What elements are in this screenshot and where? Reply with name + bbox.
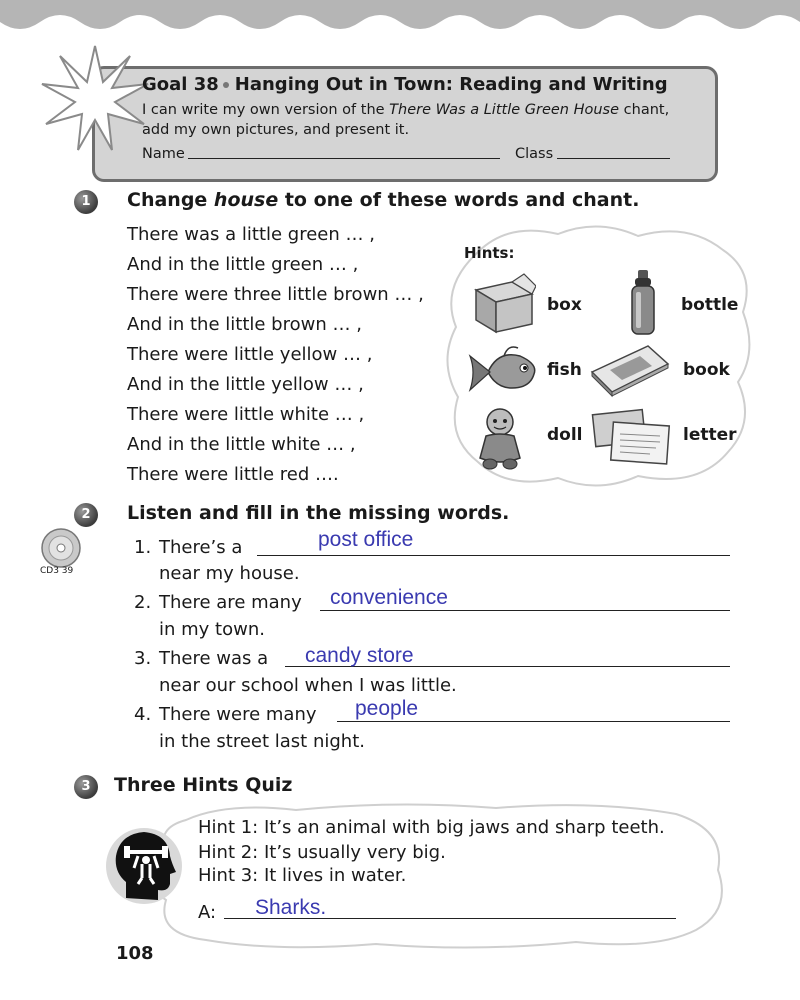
filled-answer-2: convenience <box>330 586 448 609</box>
quiz-hint-1: Hint 1: It’s an animal with big jaws and sharp teeth. <box>198 817 665 838</box>
filled-answer-1: post office <box>318 528 414 551</box>
section-number-1: 1 <box>74 190 98 214</box>
item-prompt: There were many <box>159 704 317 725</box>
fish-icon <box>468 342 540 402</box>
section2-heading: Listen and fill in the missing words. <box>127 502 510 524</box>
chant-line: And in the little brown … , <box>127 314 362 335</box>
section1-heading: Change house to one of these words and chant. <box>127 189 640 211</box>
cd-track-label: CD3 39 <box>40 566 74 576</box>
doll-icon <box>476 406 524 470</box>
hint-word-bottle: bottle <box>681 295 739 315</box>
chant-line: There was a little green … , <box>127 224 375 245</box>
goal-title: Goal 38 Hanging Out in Town: Reading and Writing <box>142 74 668 95</box>
letter-icon <box>590 408 672 466</box>
goal-description: I can write my own version of the There Was a Little Green House chant, <box>142 102 670 118</box>
name-label: Name <box>142 146 185 162</box>
answer-blank-4[interactable] <box>337 721 730 722</box>
section-number-2: 2 <box>74 503 98 527</box>
class-field[interactable] <box>557 158 670 159</box>
item-continuation: near my house. <box>159 563 300 584</box>
section-number-3: 3 <box>74 775 98 799</box>
item-continuation: in my town. <box>159 619 265 640</box>
top-wave-banner <box>0 0 800 40</box>
section3-heading: Three Hints Quiz <box>114 774 293 796</box>
hint-word-box: box <box>547 295 582 315</box>
chant-line: There were three little brown … , <box>127 284 424 305</box>
name-field[interactable] <box>188 158 500 159</box>
item-number: 3. <box>134 648 152 669</box>
chant-line: There were little yellow … , <box>127 344 373 365</box>
hint-word-fish: fish <box>547 360 582 380</box>
chant-line: And in the little white … , <box>127 434 356 455</box>
quiz-filled-answer: Sharks. <box>255 896 327 919</box>
hint-word-letter: letter <box>683 425 737 445</box>
item-prompt: There was a <box>159 648 269 669</box>
quiz-answer-label: A: <box>198 902 217 923</box>
item-continuation: in the street last night. <box>159 731 365 752</box>
class-label: Class <box>515 146 554 162</box>
hint-word-doll: doll <box>547 425 583 445</box>
answer-blank-1[interactable] <box>257 555 730 556</box>
item-number: 4. <box>134 704 152 725</box>
item-continuation: near our school when I was little. <box>159 675 457 696</box>
item-number: 1. <box>134 537 152 558</box>
chant-line: There were little red …. <box>127 464 339 485</box>
head-strength-icon <box>104 826 184 910</box>
answer-blank-2[interactable] <box>320 610 730 611</box>
item-prompt: There are many <box>159 592 302 613</box>
cd-icon <box>40 527 82 569</box>
page-number: 108 <box>116 943 154 964</box>
bottle-icon <box>626 268 660 338</box>
filled-answer-3: candy store <box>305 644 414 667</box>
item-prompt: There’s a <box>159 537 243 558</box>
hint-word-book: book <box>683 360 730 380</box>
chant-line: And in the little yellow … , <box>127 374 364 395</box>
filled-answer-4: people <box>355 697 419 720</box>
goal-description-line2: add my own pictures, and present it. <box>142 122 410 138</box>
chant-line: And in the little green … , <box>127 254 359 275</box>
hints-label: Hints: <box>464 244 515 262</box>
chant-line: There were little white … , <box>127 404 365 425</box>
book-icon <box>590 342 670 398</box>
item-number: 2. <box>134 592 152 613</box>
box-icon <box>470 272 536 336</box>
starburst-icon <box>40 44 150 154</box>
quiz-hint-3: Hint 3: It lives in water. <box>198 865 407 886</box>
quiz-hint-2: Hint 2: It’s usually very big. <box>198 842 446 863</box>
bullet-dot <box>223 82 229 88</box>
